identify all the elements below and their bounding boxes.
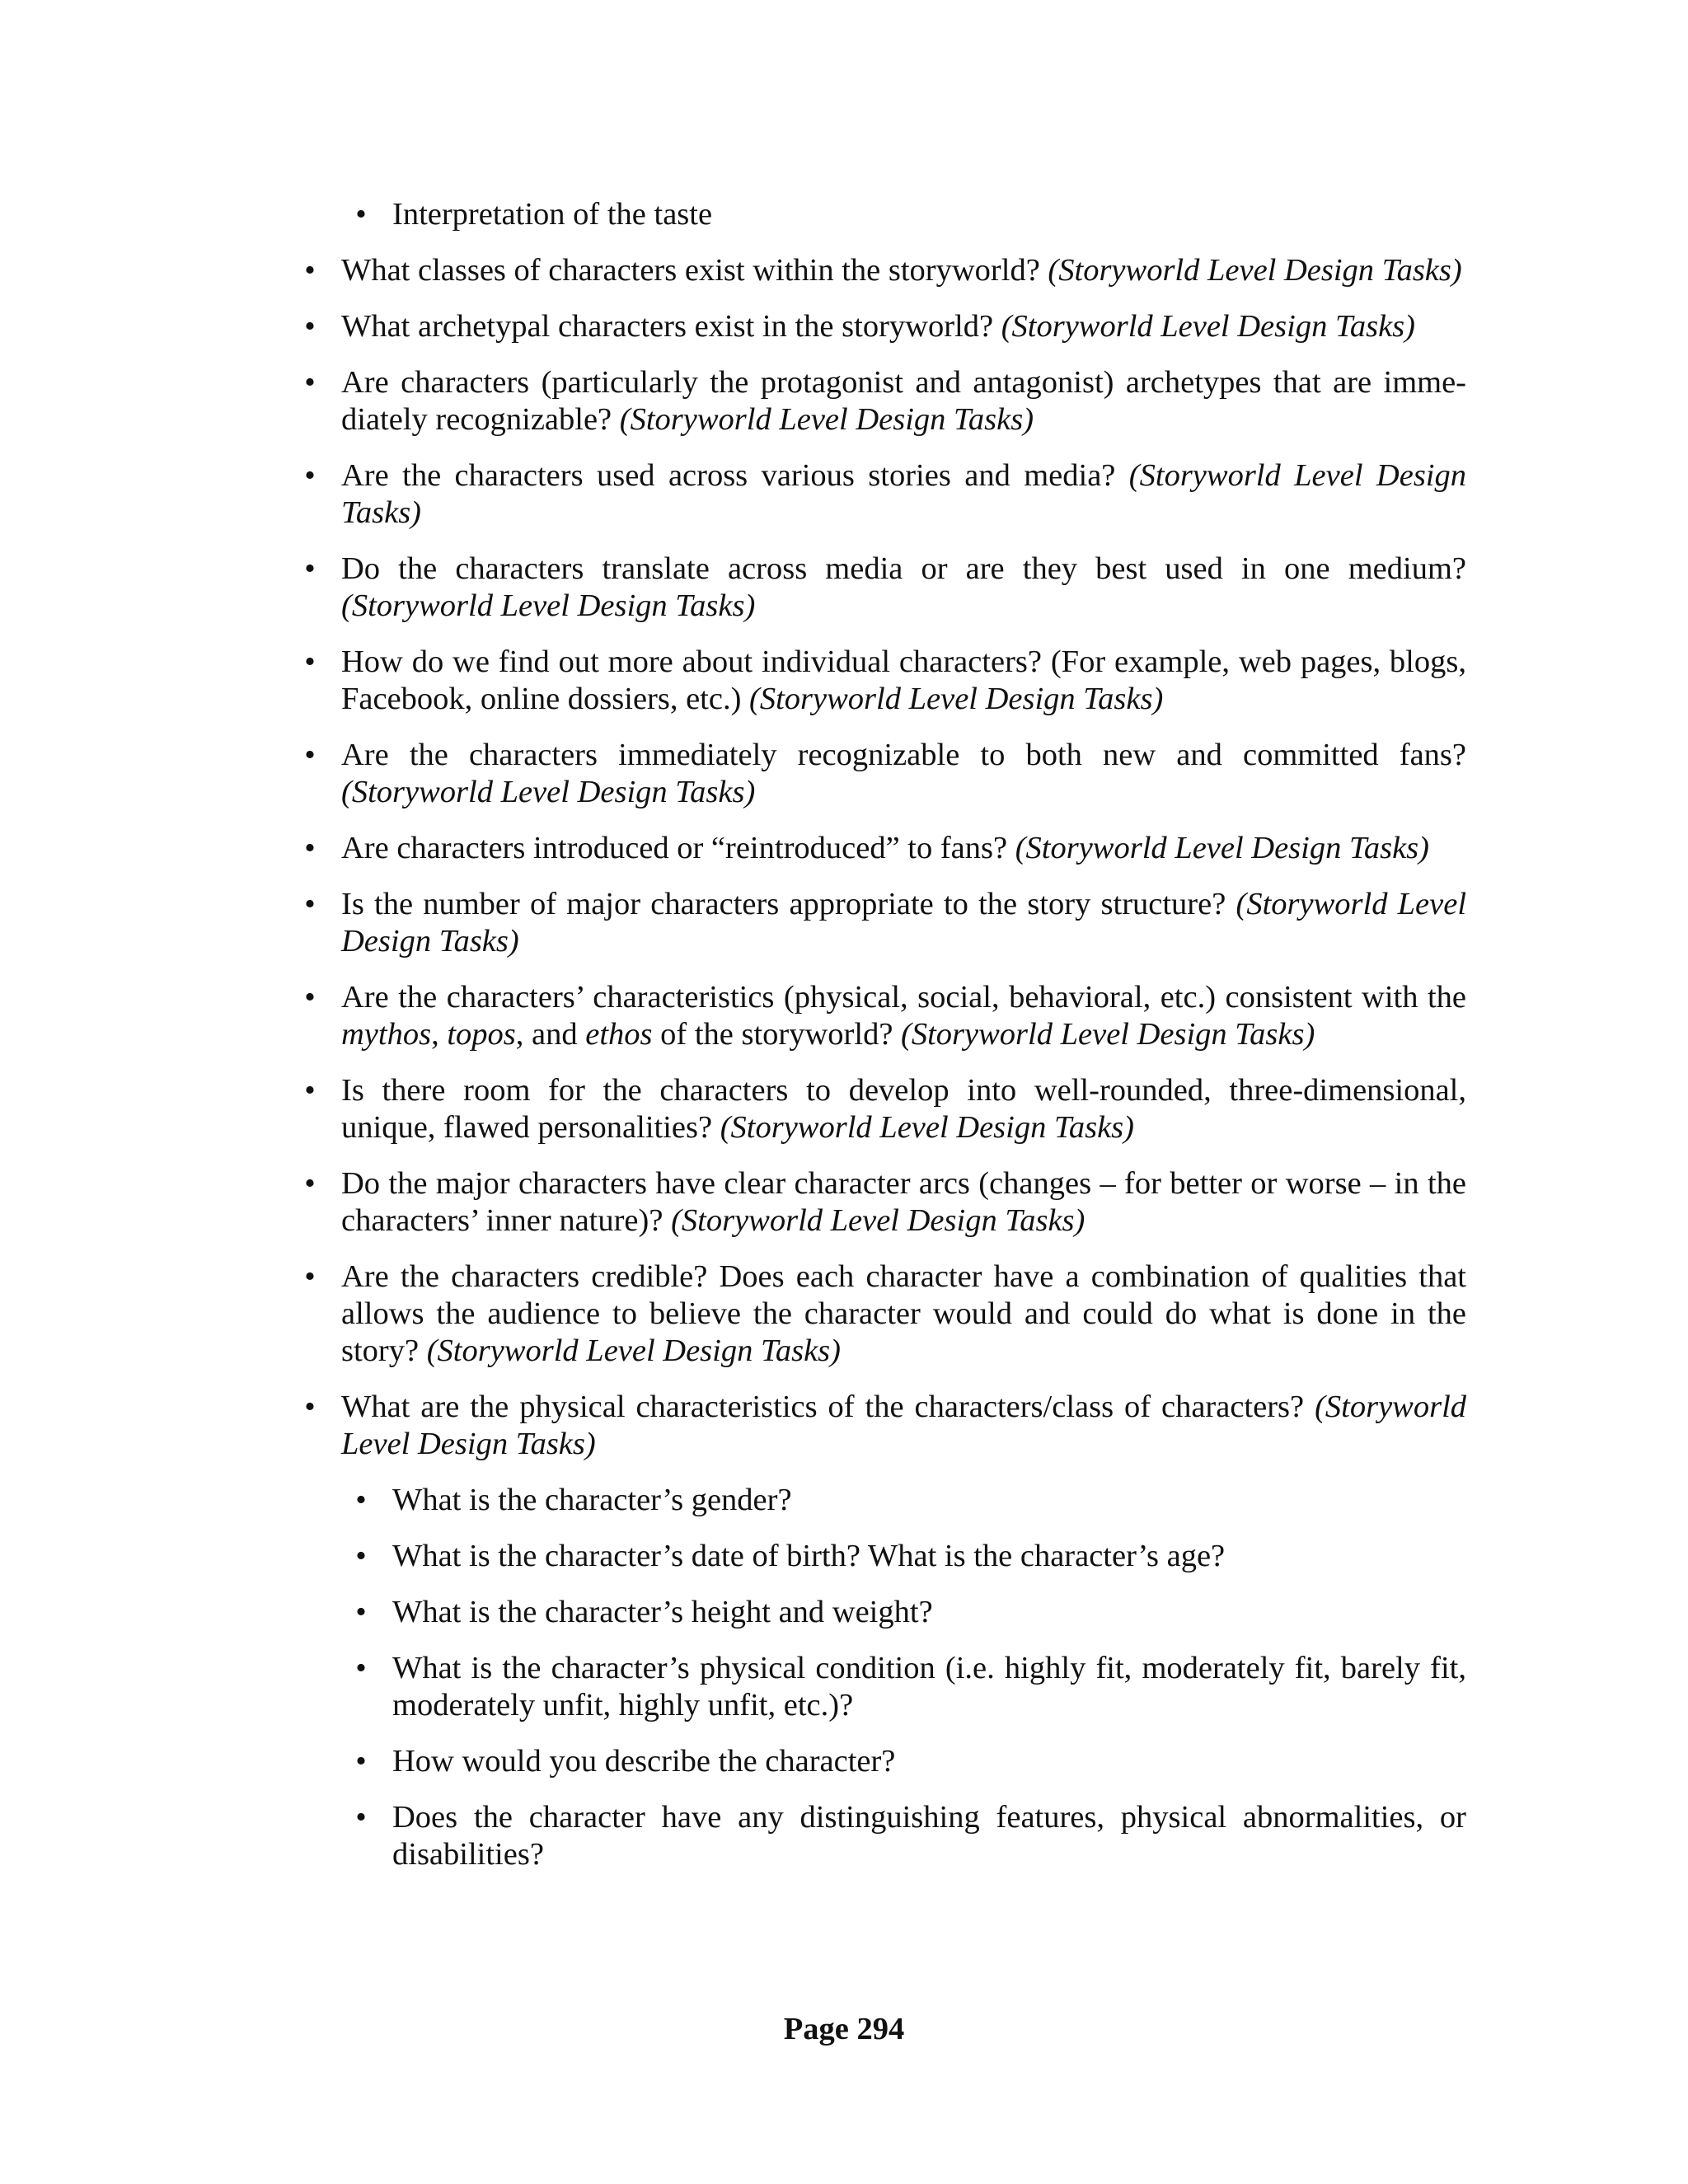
bullet-icon: • bbox=[355, 1800, 367, 1835]
item-tag: (Storyworld Level Design Tasks) bbox=[1048, 253, 1462, 288]
bullet-icon: • bbox=[355, 1744, 367, 1779]
separator: , bbox=[431, 1017, 448, 1052]
item-question: How do we find out more about individual characters? (For example, web pages, blogs, Facebook, online dossiers, etc.) bbox=[341, 644, 1466, 716]
item-question: Are characters introduced or “reintroduced” to fans? bbox=[341, 831, 1008, 865]
bullet-icon: • bbox=[304, 887, 316, 921]
item-question: Do the characters translate across media or are they best used in one medium? bbox=[341, 551, 1466, 586]
item-question: What archetypal characters exist in the storyworld? bbox=[341, 309, 994, 344]
item-question: Are characters (particularly the protagonist and antagonist) archetypes that are immediately recognizable? bbox=[341, 365, 1466, 437]
bullet-icon: • bbox=[304, 1166, 316, 1201]
sub-question-list-continued bbox=[355, 196, 1466, 233]
list-item bbox=[304, 364, 1466, 438]
item-text: What is the character’s date of birth? What is the character’s age? bbox=[392, 1539, 1226, 1573]
list-item bbox=[304, 737, 1466, 811]
item-question: What are the physical characteristics of the characters/class of characters? bbox=[341, 1390, 1305, 1424]
bullet-icon: • bbox=[304, 1073, 316, 1108]
page-number: Page 294 bbox=[783, 2012, 905, 2046]
list-item bbox=[304, 551, 1466, 625]
list-item bbox=[304, 308, 1466, 345]
bullet-icon: • bbox=[355, 1539, 367, 1573]
term-ethos: ethos bbox=[585, 1017, 653, 1052]
bullet-icon: • bbox=[355, 1483, 367, 1517]
item-question: Are the characters immediately recognizable to both new and committed fans? bbox=[341, 738, 1466, 772]
item-question-suffix: of the storyworld? bbox=[652, 1017, 893, 1052]
item-tag: (Storyworld Level Design Tasks) bbox=[341, 588, 756, 623]
item-question: Are the characters credible? Does each character have a combination of qualities that allows the audience to believe the character would and could do what is done in the story? bbox=[341, 1259, 1466, 1368]
item-question: Are the characters used across various stories and media? bbox=[341, 458, 1116, 493]
item-tag: (Storyworld Level Design Tasks) bbox=[671, 1203, 1085, 1238]
list-item bbox=[304, 644, 1466, 718]
sub-question-list bbox=[355, 1482, 1466, 1873]
sub-list-item bbox=[355, 1799, 1466, 1873]
sub-list-item bbox=[355, 1743, 1466, 1780]
item-tag: (Storyworld Level Design Tasks) bbox=[720, 1110, 1134, 1145]
sub-list-item bbox=[355, 1650, 1466, 1724]
bullet-icon: • bbox=[355, 197, 367, 232]
item-question: Is the number of major characters appropriate to the story structure? bbox=[341, 887, 1226, 921]
list-item bbox=[304, 1389, 1467, 1873]
item-text: How would you describe the character? bbox=[392, 1744, 896, 1779]
bullet-icon: • bbox=[304, 644, 316, 679]
question-list bbox=[304, 196, 1467, 1873]
list-item-continuation bbox=[341, 196, 1466, 233]
item-question: Do the major characters have clear character arcs (changes – for better or worse – in the characters’ inner nature)? bbox=[341, 1166, 1466, 1238]
sub-list-item bbox=[355, 1594, 1466, 1631]
sub-list-item bbox=[355, 1482, 1466, 1519]
bullet-icon: • bbox=[355, 1595, 367, 1629]
item-tag: (Storyworld Level Design Tasks) bbox=[619, 402, 1034, 437]
item-tag: (Storyworld Level Design Tasks) bbox=[341, 775, 756, 809]
item-tag: (Storyworld Level Design Tasks) bbox=[341, 458, 1466, 530]
bullet-icon: • bbox=[304, 458, 316, 493]
item-tag: (Storyworld Level Design Tasks) bbox=[1001, 309, 1415, 344]
bullet-icon: • bbox=[304, 738, 316, 772]
term-topos: topos bbox=[447, 1017, 516, 1052]
item-text: Does the character have any distinguishing features, physical abnormalities, or disabilities? bbox=[392, 1800, 1466, 1872]
item-text: Interpretation of the taste bbox=[392, 197, 713, 232]
list-item bbox=[304, 1072, 1466, 1146]
list-item bbox=[304, 886, 1467, 960]
item-question: What classes of characters exist within the storyworld? bbox=[341, 253, 1040, 288]
item-question-prefix: Are the characters’ characteristics (physical, social, behavioral, etc.) consistent with the bbox=[341, 980, 1466, 1015]
item-question: Is there room for the characters to develop into well-rounded, three-dimensional, unique, flawed personalities? bbox=[341, 1073, 1466, 1145]
list-item bbox=[304, 1258, 1466, 1370]
item-tag: (Storyworld Level Design Tasks) bbox=[749, 682, 1164, 716]
term-mythos: mythos bbox=[341, 1017, 432, 1052]
bullet-icon: • bbox=[355, 1651, 367, 1685]
item-text: What is the character’s height and weight? bbox=[392, 1595, 933, 1629]
item-tag: (Storyworld Level Design Tasks) bbox=[426, 1333, 841, 1368]
list-item bbox=[304, 1165, 1466, 1240]
bullet-icon: • bbox=[304, 309, 316, 344]
bullet-icon: • bbox=[304, 980, 316, 1015]
item-tag: (Storyworld Level Design Tasks) bbox=[901, 1017, 1315, 1052]
list-item bbox=[304, 830, 1466, 867]
list-item bbox=[304, 457, 1466, 532]
item-tag: (Storyworld Level Design Tasks) bbox=[341, 887, 1467, 958]
item-tag: (Storyworld Level Design Tasks) bbox=[1015, 831, 1429, 865]
list-item bbox=[304, 252, 1466, 289]
list-item bbox=[304, 979, 1466, 1053]
item-text: What is the character’s gender? bbox=[392, 1483, 792, 1517]
bullet-icon: • bbox=[304, 365, 316, 400]
bullet-icon: • bbox=[304, 1390, 316, 1424]
item-tag: (Storyworld Level Design Tasks) bbox=[341, 1390, 1467, 1461]
bullet-icon: • bbox=[304, 1259, 316, 1294]
bullet-icon: • bbox=[304, 551, 316, 586]
item-text: What is the character’s physical condition (i.e. highly fit, moderately fit, barely fit, moderately unfit, highly unfit, etc.)? bbox=[392, 1651, 1466, 1722]
separator: , and bbox=[515, 1017, 586, 1052]
bullet-icon: • bbox=[304, 831, 316, 865]
sub-list-item bbox=[355, 196, 1466, 233]
bullet-icon: • bbox=[304, 253, 316, 288]
sub-list-item bbox=[355, 1538, 1466, 1575]
